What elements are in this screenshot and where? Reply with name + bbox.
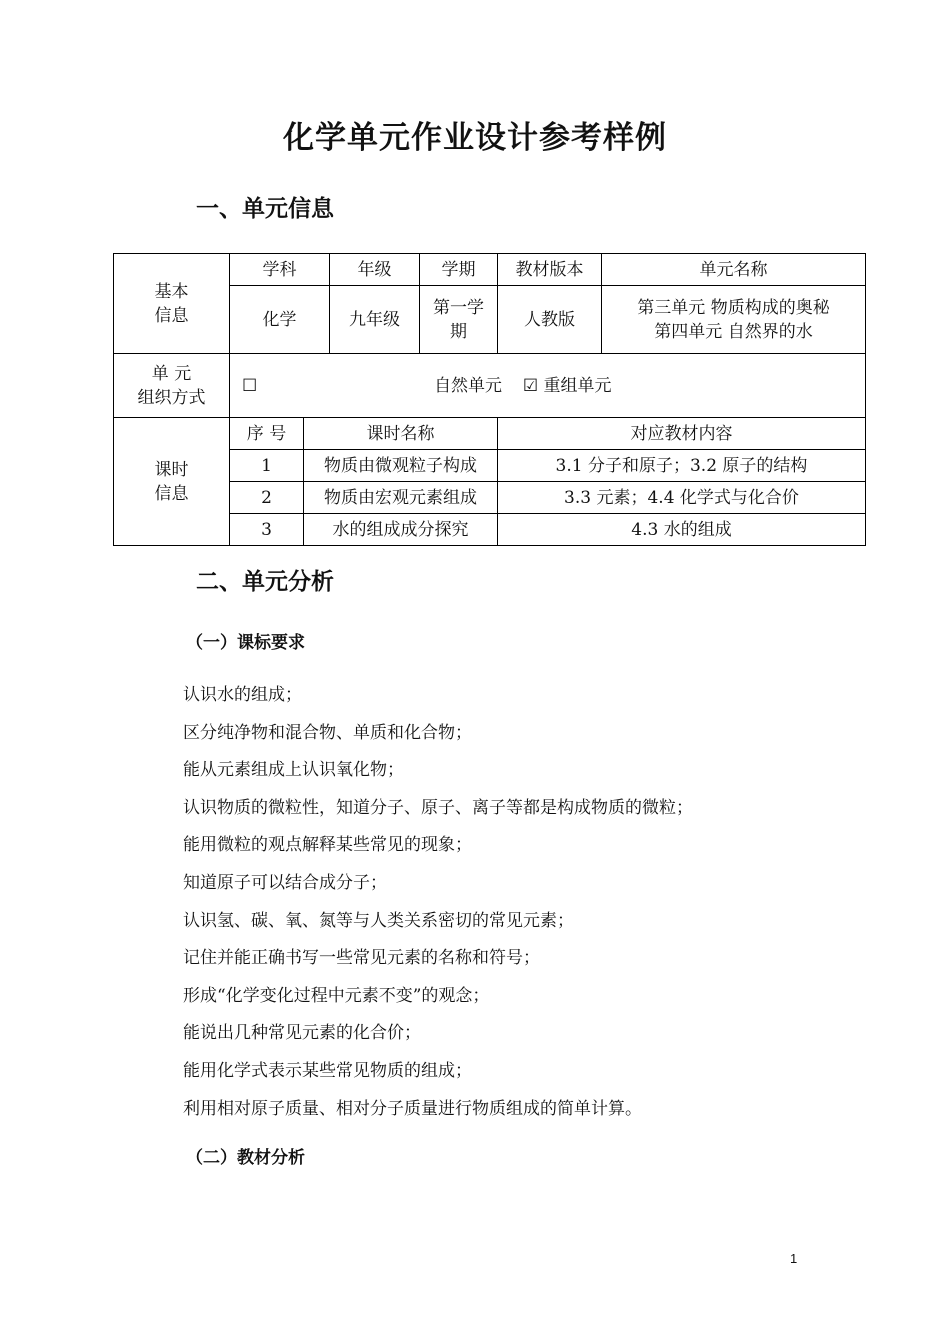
page-title: 化学单元作业设计参考样例 bbox=[283, 120, 667, 156]
lesson-no: 1 bbox=[230, 450, 304, 482]
lesson-header-name: 课时名称 bbox=[304, 418, 498, 450]
lesson-no: 2 bbox=[230, 482, 304, 514]
list-item: 区分纯净物和混合物、单质和化合物； bbox=[183, 722, 472, 743]
value-subject: 化学 bbox=[230, 286, 330, 354]
list-item: 记住并能正确书写一些常见元素的名称和符号； bbox=[183, 948, 540, 969]
lesson-content: 3.1 分子和原子；3.2 原子的结构 bbox=[498, 450, 866, 482]
org-recombined-label: 重组单元 bbox=[543, 375, 612, 396]
page-number: 1 bbox=[790, 1251, 798, 1266]
list-item: 能用微粒的观点解释某些常见的现象； bbox=[183, 835, 472, 856]
lesson-no: 3 bbox=[230, 514, 304, 546]
list-item: 认识氢、碳、氧、氮等与人类关系密切的常见元素； bbox=[183, 910, 574, 931]
org-method-label: 单 元 组织方式 bbox=[114, 354, 230, 418]
checkbox-empty-icon[interactable]: ☐ bbox=[242, 375, 258, 396]
lesson-name: 物质由微观粒子构成 bbox=[304, 450, 498, 482]
list-item: 能从元素组成上认识氧化物； bbox=[183, 760, 404, 781]
list-item: 认识物质的微粒性，知道分子、原子、离子等都是构成物质的微粒； bbox=[183, 797, 693, 818]
checkbox-checked-icon[interactable]: ☑ bbox=[522, 375, 539, 396]
org-natural-label: 自然单元 bbox=[434, 375, 503, 396]
section-heading-unit-analysis: 二、单元分析 bbox=[196, 569, 334, 595]
section-heading-unit-info: 一、单元信息 bbox=[196, 196, 334, 222]
lesson-info-label: 课时 信息 bbox=[114, 418, 230, 546]
value-unit-name: 第三单元 物质构成的奥秘 第四单元 自然界的水 bbox=[602, 286, 866, 354]
value-textbook: 人教版 bbox=[498, 286, 602, 354]
header-grade: 年级 bbox=[330, 254, 420, 286]
list-item: 利用相对原子质量、相对分子质量进行物质组成的简单计算。 bbox=[183, 1098, 642, 1119]
lesson-header-no: 序 号 bbox=[230, 418, 304, 450]
list-item: 形成“化学变化过程中元素不变”的观念； bbox=[183, 985, 490, 1006]
lesson-content: 4.3 水的组成 bbox=[498, 514, 866, 546]
unit-info-table bbox=[113, 253, 866, 546]
org-method-options bbox=[230, 354, 866, 418]
value-grade: 九年级 bbox=[330, 286, 420, 354]
lesson-content: 3.3 元素；4.4 化学式与化合价 bbox=[498, 482, 866, 514]
list-item: 认识水的组成； bbox=[183, 685, 302, 705]
lesson-header-content: 对应教材内容 bbox=[498, 418, 866, 450]
header-subject: 学科 bbox=[230, 254, 330, 286]
lesson-name: 水的组成成分探究 bbox=[304, 514, 498, 546]
subheading-curriculum: （一）课标要求 bbox=[186, 633, 305, 653]
requirements-list bbox=[183, 677, 693, 1128]
value-term: 第一学 期 bbox=[420, 286, 498, 354]
list-item: 知道原子可以结合成分子； bbox=[183, 872, 387, 893]
subheading-textbook-analysis: （二）教材分析 bbox=[186, 1148, 305, 1168]
list-item: 能说出几种常见元素的化合价； bbox=[183, 1023, 421, 1044]
lesson-name: 物质由宏观元素组成 bbox=[304, 482, 498, 514]
basic-info-label: 基本 信息 bbox=[114, 254, 230, 354]
list-item: 能用化学式表示某些常见物质的组成； bbox=[183, 1060, 472, 1081]
header-textbook: 教材版本 bbox=[498, 254, 602, 286]
header-term: 学期 bbox=[420, 254, 498, 286]
header-unit-name: 单元名称 bbox=[602, 254, 866, 286]
